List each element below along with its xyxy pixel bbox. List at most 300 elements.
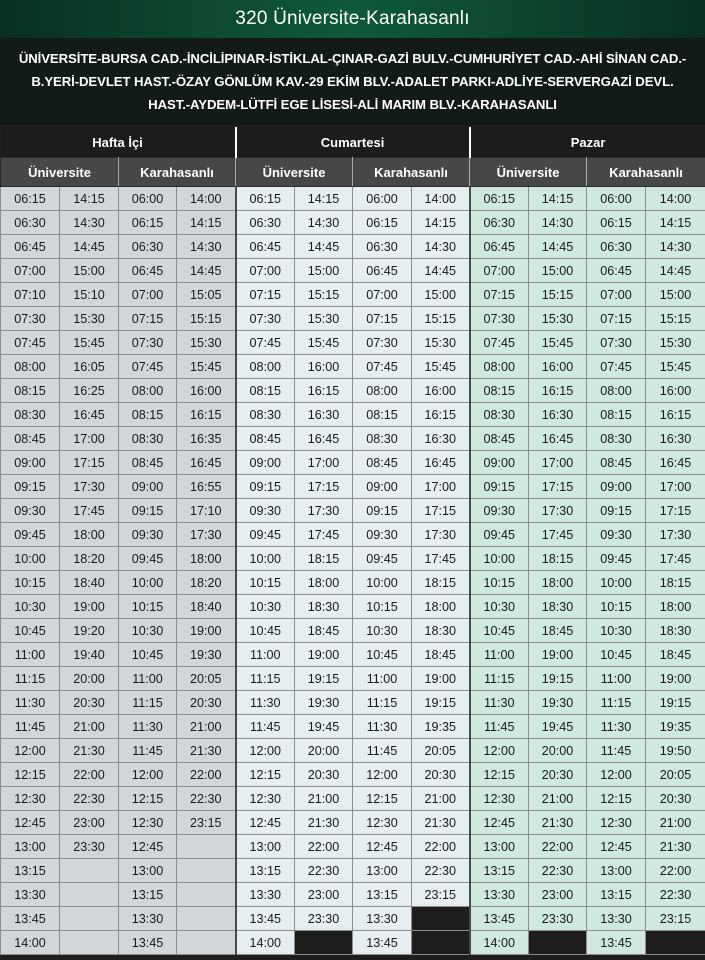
time-cell-cumartesi-karahasanli: 16:15	[412, 403, 470, 427]
time-cell-pazar-universite: 07:45	[470, 331, 529, 355]
time-cell-pazar-universite: 08:45	[470, 427, 529, 451]
subheader-universite: Üniversite	[1, 158, 119, 187]
time-cell-hafta-ici-universite: 10:30	[1, 595, 60, 619]
time-cell-pazar-universite: 23:30	[529, 907, 587, 931]
time-cell-hafta-ici-universite: 09:30	[1, 499, 60, 523]
time-cell-hafta-ici-universite: 06:45	[1, 235, 60, 259]
time-cell-cumartesi-universite: 08:00	[236, 355, 295, 379]
time-cell-hafta-ici-universite: 07:45	[1, 331, 60, 355]
time-cell-cumartesi-karahasanli: 06:00	[353, 187, 412, 211]
time-cell-pazar-universite: 12:15	[470, 763, 529, 787]
time-cell-hafta-ici-universite: 18:20	[60, 547, 119, 571]
time-cell-cumartesi-karahasanli: 17:45	[412, 547, 470, 571]
time-cell-pazar-karahasanli: 17:00	[646, 475, 705, 499]
time-cell-pazar-karahasanli: 10:00	[587, 571, 646, 595]
time-cell-pazar-karahasanli: 06:30	[587, 235, 646, 259]
time-cell-cumartesi-universite: 16:45	[295, 427, 353, 451]
time-cell-hafta-ici-universite: 21:30	[60, 739, 119, 763]
time-cell-hafta-ici-karahasanli: 14:00	[177, 187, 236, 211]
time-cell-pazar-universite: 08:15	[470, 379, 529, 403]
time-cell-cumartesi-karahasanli: 12:45	[353, 835, 412, 859]
time-cell-pazar-universite: 14:00	[470, 931, 529, 955]
time-cell-hafta-ici-karahasanli: 09:30	[119, 523, 177, 547]
time-cell-hafta-ici-universite: 08:15	[1, 379, 60, 403]
time-cell-pazar-universite: 10:45	[470, 619, 529, 643]
time-cell-pazar-universite: 16:30	[529, 403, 587, 427]
time-cell-pazar-universite: 18:30	[529, 595, 587, 619]
time-cell-cumartesi-karahasanli: 07:45	[353, 355, 412, 379]
time-cell-cumartesi-karahasanli: 19:35	[412, 715, 470, 739]
time-cell-cumartesi-karahasanli: 22:00	[412, 835, 470, 859]
table-row	[1, 379, 705, 403]
time-cell-pazar-karahasanli: 09:00	[587, 475, 646, 499]
time-cell-hafta-ici-universite: 15:45	[60, 331, 119, 355]
time-cell-pazar-universite: 14:30	[529, 211, 587, 235]
time-cell-hafta-ici-karahasanli: 12:30	[119, 811, 177, 835]
table-row	[1, 547, 705, 571]
time-cell-hafta-ici-karahasanli: 16:35	[177, 427, 236, 451]
time-cell-cumartesi-universite: 15:45	[295, 331, 353, 355]
time-cell-cumartesi-karahasanli: 14:45	[412, 259, 470, 283]
time-cell-hafta-ici-universite: 16:25	[60, 379, 119, 403]
sub-header-row	[1, 158, 705, 187]
time-cell-cumartesi-universite: 09:45	[236, 523, 295, 547]
time-cell-cumartesi-universite: 14:30	[295, 211, 353, 235]
time-cell-cumartesi-karahasanli: 10:00	[353, 571, 412, 595]
time-cell-pazar-universite: 18:15	[529, 547, 587, 571]
time-cell-cumartesi-karahasanli	[412, 931, 470, 955]
time-cell-cumartesi-karahasanli: 18:45	[412, 643, 470, 667]
time-cell-cumartesi-karahasanli: 14:30	[412, 235, 470, 259]
time-cell-hafta-ici-karahasanli: 08:45	[119, 451, 177, 475]
time-cell-pazar-universite: 09:00	[470, 451, 529, 475]
time-cell-pazar-karahasanli: 17:30	[646, 523, 705, 547]
time-cell-cumartesi-karahasanli: 09:00	[353, 475, 412, 499]
time-cell-cumartesi-karahasanli: 08:45	[353, 451, 412, 475]
time-cell-hafta-ici-karahasanli: 07:45	[119, 355, 177, 379]
time-cell-pazar-karahasanli: 15:15	[646, 307, 705, 331]
time-cell-pazar-universite: 15:30	[529, 307, 587, 331]
time-cell-cumartesi-karahasanli: 19:00	[412, 667, 470, 691]
table-row	[1, 715, 705, 739]
time-cell-hafta-ici-karahasanli	[177, 883, 236, 907]
time-cell-cumartesi-universite: 10:00	[236, 547, 295, 571]
time-cell-pazar-universite: 17:45	[529, 523, 587, 547]
time-cell-hafta-ici-universite: 10:15	[1, 571, 60, 595]
time-cell-hafta-ici-karahasanli: 18:40	[177, 595, 236, 619]
time-cell-pazar-universite: 16:45	[529, 427, 587, 451]
timetable-body	[1, 187, 705, 955]
time-cell-pazar-karahasanli: 09:15	[587, 499, 646, 523]
time-cell-hafta-ici-karahasanli: 06:45	[119, 259, 177, 283]
time-cell-pazar-karahasanli: 09:45	[587, 547, 646, 571]
time-cell-cumartesi-universite: 09:30	[236, 499, 295, 523]
time-cell-cumartesi-universite: 07:30	[236, 307, 295, 331]
time-cell-cumartesi-karahasanli: 18:00	[412, 595, 470, 619]
time-cell-pazar-karahasanli: 18:30	[646, 619, 705, 643]
time-cell-pazar-karahasanli: 06:00	[587, 187, 646, 211]
time-cell-pazar-universite: 15:00	[529, 259, 587, 283]
time-cell-cumartesi-karahasanli: 23:15	[412, 883, 470, 907]
time-cell-hafta-ici-universite: 12:00	[1, 739, 60, 763]
time-cell-hafta-ici-universite: 14:45	[60, 235, 119, 259]
time-cell-cumartesi-universite: 16:15	[295, 379, 353, 403]
time-cell-hafta-ici-universite: 12:15	[1, 763, 60, 787]
time-cell-cumartesi-universite: 06:30	[236, 211, 295, 235]
time-cell-hafta-ici-karahasanli: 19:30	[177, 643, 236, 667]
time-cell-hafta-ici-universite: 16:05	[60, 355, 119, 379]
time-cell-hafta-ici-universite: 14:30	[60, 211, 119, 235]
table-row	[1, 187, 705, 211]
time-cell-cumartesi-universite: 18:15	[295, 547, 353, 571]
time-cell-cumartesi-karahasanli: 10:45	[353, 643, 412, 667]
time-cell-hafta-ici-universite: 13:30	[1, 883, 60, 907]
table-row	[1, 691, 705, 715]
time-cell-hafta-ici-karahasanli: 18:20	[177, 571, 236, 595]
time-cell-cumartesi-universite: 22:00	[295, 835, 353, 859]
time-cell-cumartesi-karahasanli: 15:45	[412, 355, 470, 379]
time-cell-hafta-ici-universite: 09:45	[1, 523, 60, 547]
time-cell-hafta-ici-universite: 09:00	[1, 451, 60, 475]
time-cell-pazar-universite	[529, 931, 587, 955]
time-cell-hafta-ici-karahasanli: 17:30	[177, 523, 236, 547]
time-cell-cumartesi-karahasanli: 07:15	[353, 307, 412, 331]
time-cell-pazar-karahasanli: 10:45	[587, 643, 646, 667]
time-cell-pazar-karahasanli: 21:00	[646, 811, 705, 835]
time-cell-cumartesi-universite: 10:15	[236, 571, 295, 595]
time-cell-hafta-ici-universite: 17:15	[60, 451, 119, 475]
time-cell-cumartesi-universite: 21:30	[295, 811, 353, 835]
time-cell-pazar-karahasanli: 20:05	[646, 763, 705, 787]
time-cell-hafta-ici-karahasanli: 07:15	[119, 307, 177, 331]
time-cell-cumartesi-universite: 13:00	[236, 835, 295, 859]
time-cell-pazar-universite: 16:15	[529, 379, 587, 403]
time-cell-hafta-ici-universite: 23:00	[60, 811, 119, 835]
time-cell-cumartesi-universite: 12:00	[236, 739, 295, 763]
time-cell-cumartesi-universite: 13:45	[236, 907, 295, 931]
time-cell-hafta-ici-karahasanli: 07:30	[119, 331, 177, 355]
time-cell-pazar-karahasanli: 11:45	[587, 739, 646, 763]
time-cell-pazar-karahasanli: 22:00	[646, 859, 705, 883]
table-row	[1, 571, 705, 595]
time-cell-cumartesi-universite: 14:00	[236, 931, 295, 955]
table-row	[1, 307, 705, 331]
time-cell-cumartesi-karahasanli: 18:30	[412, 619, 470, 643]
time-cell-pazar-karahasanli: 13:45	[587, 931, 646, 955]
time-cell-hafta-ici-karahasanli: 15:30	[177, 331, 236, 355]
time-cell-hafta-ici-karahasanli: 22:30	[177, 787, 236, 811]
time-cell-hafta-ici-karahasanli: 15:15	[177, 307, 236, 331]
time-cell-cumartesi-karahasanli: 12:15	[353, 787, 412, 811]
time-cell-pazar-universite: 06:45	[470, 235, 529, 259]
time-cell-pazar-karahasanli: 13:30	[587, 907, 646, 931]
time-cell-hafta-ici-karahasanli: 15:05	[177, 283, 236, 307]
time-cell-cumartesi-karahasanli: 21:30	[412, 811, 470, 835]
time-cell-hafta-ici-karahasanli: 15:45	[177, 355, 236, 379]
time-cell-hafta-ici-karahasanli	[177, 907, 236, 931]
time-cell-hafta-ici-universite: 22:30	[60, 787, 119, 811]
time-cell-pazar-karahasanli: 07:15	[587, 307, 646, 331]
table-row	[1, 619, 705, 643]
time-cell-cumartesi-universite: 06:45	[236, 235, 295, 259]
time-cell-cumartesi-karahasanli: 16:45	[412, 451, 470, 475]
time-cell-hafta-ici-karahasanli	[177, 859, 236, 883]
time-cell-cumartesi-karahasanli: 16:30	[412, 427, 470, 451]
time-cell-cumartesi-universite: 11:00	[236, 643, 295, 667]
table-row	[1, 907, 705, 931]
time-cell-pazar-karahasanli: 20:30	[646, 787, 705, 811]
time-cell-hafta-ici-universite: 14:15	[60, 187, 119, 211]
table-row	[1, 667, 705, 691]
time-cell-cumartesi-universite: 19:15	[295, 667, 353, 691]
time-cell-pazar-karahasanli: 17:45	[646, 547, 705, 571]
time-cell-pazar-karahasanli: 06:45	[587, 259, 646, 283]
page-title: 320 Üniversite-Karahasanlı	[0, 0, 705, 38]
time-cell-pazar-universite: 17:30	[529, 499, 587, 523]
time-cell-pazar-karahasanli: 10:30	[587, 619, 646, 643]
time-cell-pazar-karahasanli: 16:15	[646, 403, 705, 427]
time-cell-cumartesi-karahasanli: 11:00	[353, 667, 412, 691]
time-cell-pazar-karahasanli: 08:45	[587, 451, 646, 475]
time-cell-hafta-ici-universite: 17:45	[60, 499, 119, 523]
time-cell-cumartesi-karahasanli: 19:15	[412, 691, 470, 715]
time-cell-cumartesi-universite: 13:15	[236, 859, 295, 883]
table-row	[1, 451, 705, 475]
time-cell-hafta-ici-universite: 15:10	[60, 283, 119, 307]
table-row	[1, 331, 705, 355]
time-cell-cumartesi-karahasanli: 11:30	[353, 715, 412, 739]
time-cell-cumartesi-universite: 14:45	[295, 235, 353, 259]
time-cell-pazar-karahasanli: 07:45	[587, 355, 646, 379]
time-cell-cumartesi-universite: 12:45	[236, 811, 295, 835]
time-cell-hafta-ici-karahasanli: 16:45	[177, 451, 236, 475]
time-cell-pazar-karahasanli: 08:30	[587, 427, 646, 451]
time-cell-cumartesi-universite: 12:30	[236, 787, 295, 811]
time-cell-cumartesi-universite: 12:15	[236, 763, 295, 787]
time-cell-hafta-ici-universite: 11:00	[1, 643, 60, 667]
time-cell-cumartesi-karahasanli: 06:30	[353, 235, 412, 259]
time-cell-hafta-ici-universite: 23:30	[60, 835, 119, 859]
time-cell-pazar-karahasanli: 18:00	[646, 595, 705, 619]
time-cell-hafta-ici-universite: 13:45	[1, 907, 60, 931]
time-cell-pazar-karahasanli: 13:00	[587, 859, 646, 883]
time-cell-cumartesi-universite: 18:30	[295, 595, 353, 619]
time-cell-hafta-ici-universite	[60, 907, 119, 931]
time-cell-cumartesi-universite: 22:30	[295, 859, 353, 883]
time-cell-cumartesi-universite: 19:00	[295, 643, 353, 667]
time-cell-cumartesi-karahasanli: 20:30	[412, 763, 470, 787]
time-cell-cumartesi-universite: 14:15	[295, 187, 353, 211]
time-cell-hafta-ici-karahasanli: 07:00	[119, 283, 177, 307]
time-cell-cumartesi-karahasanli: 13:30	[353, 907, 412, 931]
time-cell-pazar-karahasanli: 06:15	[587, 211, 646, 235]
time-cell-hafta-ici-universite: 08:30	[1, 403, 60, 427]
time-cell-hafta-ici-universite: 17:30	[60, 475, 119, 499]
time-cell-pazar-karahasanli: 10:15	[587, 595, 646, 619]
time-cell-cumartesi-universite: 15:30	[295, 307, 353, 331]
time-cell-hafta-ici-universite	[60, 859, 119, 883]
time-cell-pazar-karahasanli: 09:30	[587, 523, 646, 547]
time-cell-pazar-karahasanli: 08:00	[587, 379, 646, 403]
time-cell-pazar-karahasanli: 15:45	[646, 355, 705, 379]
time-cell-pazar-universite: 18:00	[529, 571, 587, 595]
time-cell-cumartesi-universite: 23:00	[295, 883, 353, 907]
time-cell-pazar-universite: 16:00	[529, 355, 587, 379]
time-cell-pazar-karahasanli: 15:30	[646, 331, 705, 355]
time-cell-hafta-ici-universite: 13:15	[1, 859, 60, 883]
time-cell-hafta-ici-karahasanli: 23:15	[177, 811, 236, 835]
time-cell-hafta-ici-karahasanli: 17:10	[177, 499, 236, 523]
time-cell-hafta-ici-karahasanli: 08:00	[119, 379, 177, 403]
table-row	[1, 595, 705, 619]
time-cell-cumartesi-universite: 20:30	[295, 763, 353, 787]
time-cell-hafta-ici-karahasanli: 13:15	[119, 883, 177, 907]
time-cell-cumartesi-karahasanli: 15:15	[412, 307, 470, 331]
time-cell-cumartesi-universite: 18:00	[295, 571, 353, 595]
time-cell-cumartesi-karahasanli: 15:30	[412, 331, 470, 355]
time-cell-pazar-universite: 19:00	[529, 643, 587, 667]
time-cell-pazar-karahasanli: 17:15	[646, 499, 705, 523]
time-cell-pazar-universite: 18:45	[529, 619, 587, 643]
time-cell-cumartesi-karahasanli: 06:15	[353, 211, 412, 235]
time-cell-pazar-universite: 06:15	[470, 187, 529, 211]
time-cell-cumartesi-universite: 06:15	[236, 187, 295, 211]
time-cell-cumartesi-universite: 11:15	[236, 667, 295, 691]
time-cell-pazar-universite: 11:00	[470, 643, 529, 667]
time-cell-cumartesi-karahasanli: 14:15	[412, 211, 470, 235]
time-cell-pazar-karahasanli: 07:00	[587, 283, 646, 307]
time-cell-hafta-ici-karahasanli: 18:00	[177, 547, 236, 571]
time-cell-hafta-ici-universite: 15:30	[60, 307, 119, 331]
table-row	[1, 811, 705, 835]
time-cell-pazar-universite: 11:45	[470, 715, 529, 739]
time-cell-pazar-universite: 20:30	[529, 763, 587, 787]
time-cell-hafta-ici-universite: 12:45	[1, 811, 60, 835]
time-cell-cumartesi-karahasanli: 10:30	[353, 619, 412, 643]
time-cell-pazar-karahasanli: 14:00	[646, 187, 705, 211]
time-cell-pazar-universite: 17:00	[529, 451, 587, 475]
time-cell-pazar-karahasanli: 12:15	[587, 787, 646, 811]
time-cell-pazar-universite: 12:30	[470, 787, 529, 811]
time-cell-pazar-karahasanli: 11:30	[587, 715, 646, 739]
time-cell-hafta-ici-universite	[60, 931, 119, 955]
time-cell-pazar-universite: 09:15	[470, 475, 529, 499]
subheader-universite: Üniversite	[236, 158, 353, 187]
time-cell-pazar-universite: 19:30	[529, 691, 587, 715]
time-cell-hafta-ici-karahasanli: 09:15	[119, 499, 177, 523]
time-cell-pazar-universite: 09:30	[470, 499, 529, 523]
time-cell-cumartesi-karahasanli: 10:15	[353, 595, 412, 619]
time-cell-pazar-universite: 07:00	[470, 259, 529, 283]
time-cell-pazar-karahasanli: 18:15	[646, 571, 705, 595]
time-cell-cumartesi-universite: 20:00	[295, 739, 353, 763]
time-cell-hafta-ici-karahasanli: 16:15	[177, 403, 236, 427]
time-cell-pazar-karahasanli: 16:30	[646, 427, 705, 451]
time-cell-hafta-ici-universite: 06:15	[1, 187, 60, 211]
table-row	[1, 403, 705, 427]
time-cell-cumartesi-universite: 15:15	[295, 283, 353, 307]
time-cell-cumartesi-karahasanli: 08:00	[353, 379, 412, 403]
time-cell-hafta-ici-karahasanli: 11:00	[119, 667, 177, 691]
time-cell-hafta-ici-karahasanli: 10:00	[119, 571, 177, 595]
section-cumartesi: Cumartesi	[236, 127, 470, 158]
time-cell-hafta-ici-karahasanli: 09:00	[119, 475, 177, 499]
time-cell-hafta-ici-karahasanli: 06:00	[119, 187, 177, 211]
time-cell-pazar-universite: 23:00	[529, 883, 587, 907]
time-cell-hafta-ici-karahasanli: 22:00	[177, 763, 236, 787]
time-cell-hafta-ici-universite: 20:30	[60, 691, 119, 715]
table-row	[1, 835, 705, 859]
time-cell-cumartesi-karahasanli: 15:00	[412, 283, 470, 307]
time-cell-hafta-ici-karahasanli: 14:15	[177, 211, 236, 235]
time-cell-pazar-universite: 22:30	[529, 859, 587, 883]
time-cell-cumartesi-karahasanli: 12:00	[353, 763, 412, 787]
section-pazar: Pazar	[470, 127, 705, 158]
time-cell-hafta-ici-karahasanli	[177, 931, 236, 955]
time-cell-hafta-ici-karahasanli: 20:05	[177, 667, 236, 691]
time-cell-cumartesi-karahasanli: 14:00	[412, 187, 470, 211]
time-cell-pazar-universite: 09:45	[470, 523, 529, 547]
time-cell-cumartesi-universite: 21:00	[295, 787, 353, 811]
time-cell-hafta-ici-universite: 08:45	[1, 427, 60, 451]
time-cell-cumartesi-universite: 09:00	[236, 451, 295, 475]
time-cell-cumartesi-karahasanli: 20:05	[412, 739, 470, 763]
time-cell-pazar-universite: 07:15	[470, 283, 529, 307]
time-cell-hafta-ici-karahasanli: 12:15	[119, 787, 177, 811]
time-cell-hafta-ici-universite: 22:00	[60, 763, 119, 787]
time-cell-hafta-ici-universite: 10:00	[1, 547, 60, 571]
time-cell-hafta-ici-universite: 07:00	[1, 259, 60, 283]
table-row	[1, 211, 705, 235]
time-cell-cumartesi-universite: 19:30	[295, 691, 353, 715]
time-cell-hafta-ici-karahasanli: 11:45	[119, 739, 177, 763]
time-cell-hafta-ici-universite: 17:00	[60, 427, 119, 451]
time-cell-pazar-karahasanli: 14:30	[646, 235, 705, 259]
time-cell-pazar-universite: 13:45	[470, 907, 529, 931]
time-cell-hafta-ici-universite: 19:20	[60, 619, 119, 643]
time-cell-hafta-ici-karahasanli: 10:45	[119, 643, 177, 667]
time-cell-cumartesi-universite: 09:15	[236, 475, 295, 499]
time-cell-pazar-universite: 13:15	[470, 859, 529, 883]
time-cell-pazar-karahasanli: 21:30	[646, 835, 705, 859]
time-cell-cumartesi-universite: 15:00	[295, 259, 353, 283]
table-row	[1, 475, 705, 499]
table-row	[1, 283, 705, 307]
time-cell-hafta-ici-karahasanli: 13:30	[119, 907, 177, 931]
time-cell-pazar-universite: 10:30	[470, 595, 529, 619]
time-cell-cumartesi-universite: 10:30	[236, 595, 295, 619]
subheader-karahasanli: Karahasanlı	[353, 158, 470, 187]
time-cell-hafta-ici-universite: 15:00	[60, 259, 119, 283]
time-cell-cumartesi-karahasanli: 16:00	[412, 379, 470, 403]
time-cell-pazar-karahasanli: 12:30	[587, 811, 646, 835]
table-row	[1, 931, 705, 955]
time-cell-pazar-universite: 14:45	[529, 235, 587, 259]
time-cell-pazar-universite: 21:30	[529, 811, 587, 835]
time-cell-cumartesi-karahasanli: 08:15	[353, 403, 412, 427]
time-cell-hafta-ici-karahasanli: 10:30	[119, 619, 177, 643]
section-hafta-ici: Hafta İçi	[1, 127, 236, 158]
time-cell-hafta-ici-universite: 09:15	[1, 475, 60, 499]
time-cell-cumartesi-karahasanli: 09:15	[353, 499, 412, 523]
time-cell-cumartesi-universite: 08:30	[236, 403, 295, 427]
time-cell-hafta-ici-universite: 19:40	[60, 643, 119, 667]
time-cell-cumartesi-universite: 07:00	[236, 259, 295, 283]
time-cell-cumartesi-universite	[295, 931, 353, 955]
route-description	[0, 38, 705, 125]
time-cell-pazar-karahasanli: 19:50	[646, 739, 705, 763]
time-cell-cumartesi-karahasanli: 13:45	[353, 931, 412, 955]
